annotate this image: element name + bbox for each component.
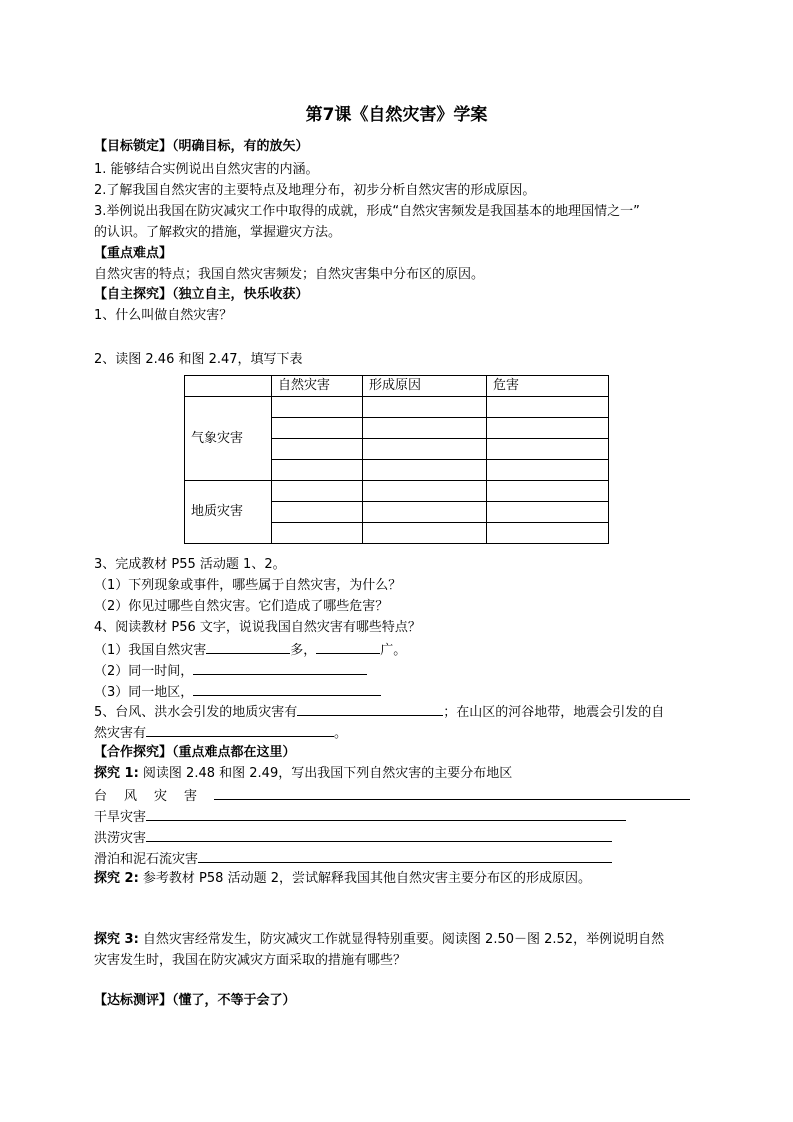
blank-line[interactable] (316, 640, 380, 654)
flood-label: 洪涝灾害 (94, 831, 147, 846)
typhoon-label: 台风灾害 (94, 789, 215, 804)
q4-1-end: 广。 (380, 643, 407, 658)
key-header: 【重点难点】 (94, 246, 173, 261)
explore-3-cont: 灾害发生时，我国在防灾减灾方面采取的措施有哪些？ (94, 953, 407, 968)
table-cell[interactable] (272, 418, 363, 439)
landslide-label: 滑泊和泥石流灾害 (94, 852, 199, 867)
table-cell[interactable] (272, 397, 363, 418)
goal-item-3-cont: 的认识。了解救灾的措施，掌握避灾方法。 (94, 225, 342, 240)
blank-line[interactable] (198, 849, 612, 863)
q4-2-label: （2）同一时间， (94, 664, 194, 679)
table-cell[interactable] (487, 460, 609, 481)
explore-1-text: 阅读图 2.48 和图 2.49，写出我国下列自然灾害的主要分布地区 (142, 766, 513, 781)
table-cell[interactable] (272, 460, 363, 481)
table-cell[interactable] (487, 481, 609, 502)
table-header-harm: 危害 (487, 376, 609, 397)
explore-1-label: 探究 1: (94, 766, 139, 781)
question-3: 3、完成教材 P55 活动题 1、2。 (94, 557, 286, 572)
question-5 (94, 702, 664, 722)
table-cell[interactable] (363, 397, 487, 418)
table-cell[interactable] (487, 502, 609, 523)
group-geological-disaster: 地质灾害 (185, 481, 272, 544)
q5-label: 5、台风、洪水会引发的地质灾害有 (94, 705, 298, 720)
flood-row (94, 828, 612, 848)
question-4-1 (94, 640, 406, 660)
q4-3-label: （3）同一地区， (94, 685, 194, 700)
coop-header: 【合作探究】（重点难点都在这里） (94, 745, 296, 760)
table-cell[interactable] (363, 439, 487, 460)
goal-item-2: 2.了解我国自然灾害的主要特点及地理分布，初步分析自然灾害的形成原因。 (94, 183, 536, 198)
question-4-3 (94, 682, 381, 702)
table-header-disaster: 自然灾害 (272, 376, 363, 397)
explore-3-label: 探究 3: (94, 932, 139, 947)
table-cell[interactable] (487, 523, 609, 544)
blank-line[interactable] (146, 828, 612, 842)
disaster-table (184, 375, 609, 544)
goal-item-1: 1. 能够结合实例说出自然灾害的内涵。 (94, 162, 319, 177)
page-title: 第7课《自然灾害》学案 (305, 105, 488, 125)
table-cell[interactable] (363, 460, 487, 481)
group-weather-disaster: 气象灾害 (185, 397, 272, 481)
blank-line[interactable] (214, 786, 690, 800)
explore-2-text: 参考教材 P58 活动题 2，尝试解释我国其他自然灾害主要分布区的形成原因。 (142, 871, 591, 886)
table-cell[interactable] (272, 481, 363, 502)
explore-2 (94, 870, 591, 888)
test-header: 【达标测评】（懂了，不等于会了） (94, 993, 296, 1008)
explore-2-label: 探究 2: (94, 871, 139, 886)
table-cell[interactable] (363, 418, 487, 439)
drought-label: 干旱灾害 (94, 810, 147, 825)
table-cell[interactable] (487, 439, 609, 460)
drought-row (94, 807, 626, 827)
table-cell[interactable] (363, 481, 487, 502)
explore-3-text: 自然灾害经常发生，防灾减灾工作就显得特别重要。阅读图 2.50－图 2.52，举例说明自然 (142, 932, 665, 947)
q4-1-label: （1）我国自然灾害 (94, 643, 207, 658)
q5-cont-label: 然灾害有 (94, 726, 147, 741)
blank-line[interactable] (206, 640, 290, 654)
table-cell[interactable] (363, 502, 487, 523)
goal-item-3: 3.举例说出我国在防灾减灾工作中取得的成就，形成“自然灾害频发是我国基本的地理国情之一” (94, 204, 640, 219)
blank-line[interactable] (146, 807, 626, 821)
table-cell[interactable] (272, 502, 363, 523)
self-header: 【自主探究】（独立自主，快乐收获） (94, 287, 309, 302)
goals-header: 【目标锁定】（明确目标，有的放矢） (94, 139, 309, 154)
table-cell[interactable] (363, 523, 487, 544)
table-header-cause: 形成原因 (363, 376, 487, 397)
table-cell[interactable] (487, 397, 609, 418)
blank-line[interactable] (193, 661, 367, 675)
blank-line[interactable] (193, 682, 381, 696)
question-3-2: （2）你见过哪些自然灾害。它们造成了哪些危害？ (94, 599, 389, 614)
question-3-1: （1）下列现象或事件，哪些属于自然灾害，为什么？ (94, 578, 402, 593)
explore-3 (94, 931, 664, 949)
question-1: 1、什么叫做自然灾害？ (94, 308, 233, 323)
question-4-2 (94, 661, 367, 681)
table-header-empty (185, 376, 272, 397)
explore-1 (94, 765, 512, 783)
key-text: 自然灾害的特点；我国自然灾害频发；自然灾害集中分布区的原因。 (94, 267, 485, 282)
landslide-row (94, 849, 612, 869)
q5-end: 。 (334, 726, 348, 741)
q4-1-mid: 多， (290, 643, 317, 658)
blank-line[interactable] (146, 723, 334, 737)
table-cell[interactable] (272, 439, 363, 460)
q5-mid: ；在山区的河谷地带，地震会引发的自 (443, 705, 665, 720)
typhoon-row (94, 786, 690, 806)
table-cell[interactable] (487, 418, 609, 439)
blank-line[interactable] (297, 702, 443, 716)
question-5-cont (94, 723, 347, 743)
question-2: 2、读图 2.46 和图 2.47，填写下表 (94, 352, 303, 367)
question-4: 4、阅读教材 P56 文字，说说我国自然灾害有哪些特点？ (94, 620, 421, 635)
table-cell[interactable] (272, 523, 363, 544)
